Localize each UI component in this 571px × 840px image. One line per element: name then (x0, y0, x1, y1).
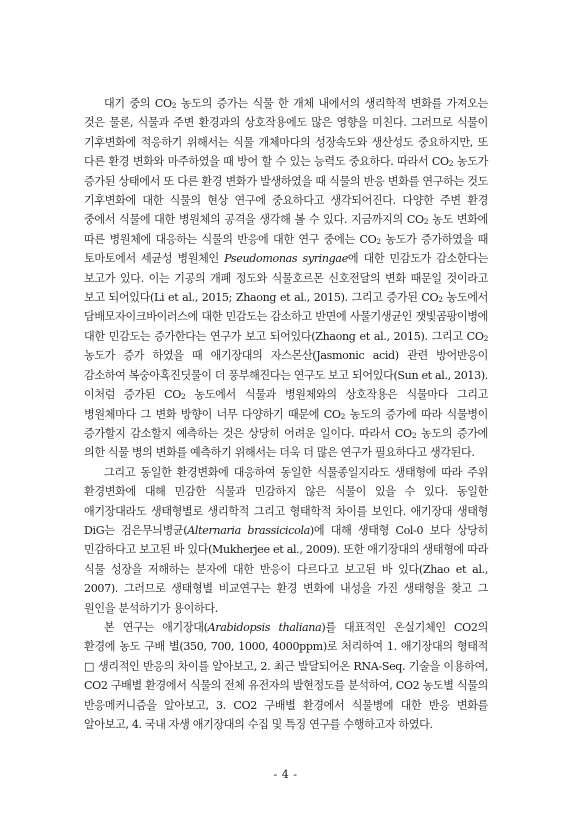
body-text (84, 94, 488, 734)
co2-subscript: 2 (423, 217, 429, 227)
co2-subscript: 2 (171, 101, 177, 110)
co2-subscript: 2 (181, 392, 186, 402)
paragraph-ecotypes: 그리고 동일한 환경변화에 대응하여 동일한 식물종일지라도 생태형에 따라 주위 환경변화에 대해 민감한 식물과 민감하지 않은 식물이 있을 수 있다. 동일한 애기장대라도 생태형별로 생리학적 그리고 형태학적 차이를 보인다. 애기장대 생태형 DiG는 검은무늬병균(Alternaria brassicicola)에 대해 생태형 Col-0 보다 상당히 민감하다고 보고된 바 있다(Mukherjee et al., 2009). 또한 애기장대의 생태형에 따라 식물 성장을 저해하는 분자에 대한 반응이 다르다고 보고된 바 있다(Zhao et al., 2007). 그러므로 생태형별 비교연구는 환경 변화에 내성을 가진 생태형을 찾고 그 원인을 분석하기가 용이하다. (84, 465, 488, 615)
species-name-pseudomonas: Pseudomonas syringae (224, 252, 348, 266)
co2-subscript: 2 (411, 430, 417, 440)
co2-subscript: 2 (340, 411, 346, 421)
co2-subscript: 2 (483, 333, 488, 343)
species-name-alternaria: Alternaria brassicicola (187, 523, 310, 537)
co2-subscript: 2 (438, 295, 443, 305)
page-number: - 4 - (273, 768, 298, 781)
paragraph-co2-effects: 대기 중의 $CO_2$ 농도의 증가는 식물 한 개체 내에서의 생리학적 변화를 가져오는 것은 물론, 식물과 주변 환경과의 상호작용에도 많은 영향을 미친다. 그러므로 식물이 기후변화에 적응하기 위해서는 식물 개체마다의 성장속도와 생산성도 중요하지만, 또 다른 환경 변화와 마주하였을 때 방어 할 수 있는 능력도 중요하다. 따라서 $CO_2$ 농도가 증가된 상태에서 또 다른 환경 변화가 발생하였을 때 식물의 반응 변화를 연구하는 것도 기후변화에 대한 식물의 현상 연구에 중요하다고 생각되어진다. 다양한 주변 환경 중에서 식물에 대한 병원체의 공격을 생각해 볼 수 있다. 지금까지의 $CO_2$ 농도 변화에 따른 병원체에 대응하는 식물의 반응에 대한 연구 중에는 $CO_2$ 농도가 증가하였을 때 토마토에서 세균성 병원체인 Pseudomonas syringae에 대한 민감도가 감소한다는 보고가 있다. 이는 기공의 개폐 정도와 식물호르몬 신호전달의 변화 때문일 것이라고 보고 되어있다(Li et al., 2015; Zhaong et al., 2015). 그리고 증가된 $CO_2$ 농도에서 담배모자이크바이러스에 대한 민감도는 감소하고 반면에 사물기생균인 잿빛곰팡이병에 대한 민감도는 증가한다는 연구가 보고 되어있다(Zhaong et al., 2015). 그리고 $CO_2$ 농도가 증가 하였을 때 애기장대의 자스몬산(Jasmonic acid) 관련 방어반응이 감소하여 복숭아혹진딧물이 더 풍부해진다는 연구도 보고 되어있다(Sun et al., 2013). 이처럼 증가된 $CO_2$ 농도에서 식물과 병원체와의 상호작용은 식물마다 그리고 병원체마다 그 변화 방향이 너무 다양하기 때문에 $CO_2$ 농도의 증가에 따라 식물병이 증가할지 감소할지 예측하는 것은 상당히 어려운 일이다. 따라서 $CO_2$ 농도의 증가에 의한 식물 병의 변화를 예측하기 위해서는 더욱 더 많은 연구가 필요하다고 생각된다. (84, 97, 489, 460)
paragraph-research-aims: 본 연구는 애기장대(Arabidopsis thaliana)를 대표적인 온실기체인 CO2의 환경에 농도 구배 별(350, 700, 1000, 4000ppm)로 처리하여 1. 애기장대의 형태적□ 생리적인 반응의 차이를 알아보고, 2. 최근 발달되어온 RNA-Seq. 기술을 이용하여, CO2 구배별 환경에서 식물의 전체 유전자의 발현정도를 분석하여, CO2 농도별 식물의 반응메커니즘을 알아보고, 3. CO2 구배별 환경에서 식물병에 대한 반응 변화를 알아보고, 4. 국내 자생 애기장대의 수집 및 특징 연구를 수행하고자 하였다. (84, 620, 488, 731)
co2-subscript: 2 (448, 159, 454, 169)
species-name-arabidopsis: Arabidopsis thaliana (207, 620, 322, 634)
co2-subscript: 2 (376, 236, 381, 246)
